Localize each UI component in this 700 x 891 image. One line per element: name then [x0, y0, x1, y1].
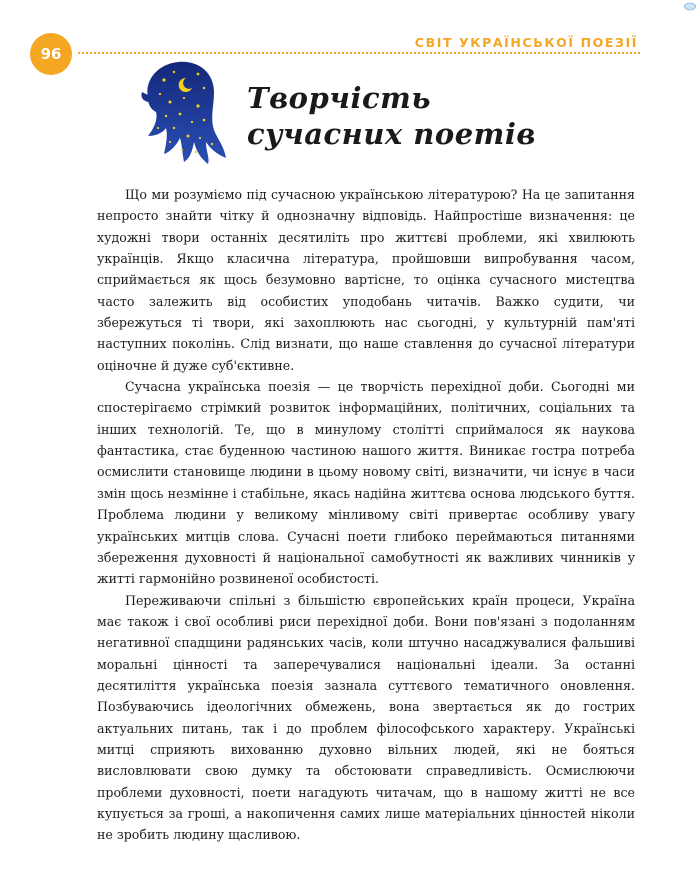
paragraph-2: Сучасна українська поезія — це творчість перехідної доби. Сьогодні ми спостерігаємо стрімкий розвиток інформаційних, політичних, соціальних та інших технологій. Те, що в минулому столітті сприймалося як наукова фантастика, стає буденною частиною нашого життя. Виникає гостра потреба осмислити становище людини в цьому новому світі, визначити, чи існує в часи змін щось незмінне і стабільне, якась надійна життєва основа людського буття. Проблема людини у великому мінливому світі привертає особливу увагу українських митців слова. Сучасні поети глибоко переймаються питаннями збереження духовності й національної самобутності як важливих чинників у житті гармонійно розвиненої особистості. — [97, 379, 635, 587]
page-number: 96 — [40, 45, 62, 63]
section-title-line-1: Творчість — [247, 81, 431, 115]
section-title-line-2: сучасних поетів — [247, 117, 536, 151]
header-dotted-rule — [78, 52, 640, 54]
page-number-badge — [30, 33, 72, 75]
section-title — [247, 80, 536, 152]
starry-ghost-icon — [140, 58, 232, 166]
body-text — [97, 184, 635, 846]
paragraph-3: Переживаючи спільні з більшістю європейських країн процеси, Україна має також і свої особливі риси перехідної доби. Вони пов'язані з подоланням негативної спадщини радянських часів, коли штучно насаджувалися фальшиві моральні цінності та заперечувалися національні ідеали. За останні десятиліття українська поезія зазнала суттєвого тематичного оновлення. Позбуваючись ідеологічних обмежень, вона звертається як до гострих актуальних питань, так і до проблем філософського характеру. Українські митці сприяють вихованню духовно вільних людей, які не бояться висловлювати свою думку та обстоювати справедливість. Осмислюючи проблеми духовності, поети нагадують читачам, що в нашому житті не все купується за гроші, а накопичення самих лише матеріальних цінностей ніколи не зробить людину щасливою. — [97, 592, 635, 843]
paragraph-1: Що ми розуміємо під сучасною українською літературою? На це запитання непросто знайти чітку й однозначну відповідь. Найпростіше визначення: це художні твори останніх десятиліть про життєві проблеми, які хвилюють українців. Якщо класична література, пройшовши випробування часом, сприймається як щось безумовно вартісне, то оцінка сучасного мистецтва часто залежить від особистих уподобань читачів. Важко судити, чи збережуться ті твори, які захоплюють нас сьогодні, у культурній пам'яті наступних поколінь. Слід визнати, що наше ставлення до сучасної літератури оціночне й дуже суб'єктивне. — [97, 187, 635, 373]
corner-mark-icon — [684, 2, 696, 11]
running-header: СВІТ УКРАЇНСЬКОЇ ПОЕЗІЇ — [407, 35, 638, 50]
